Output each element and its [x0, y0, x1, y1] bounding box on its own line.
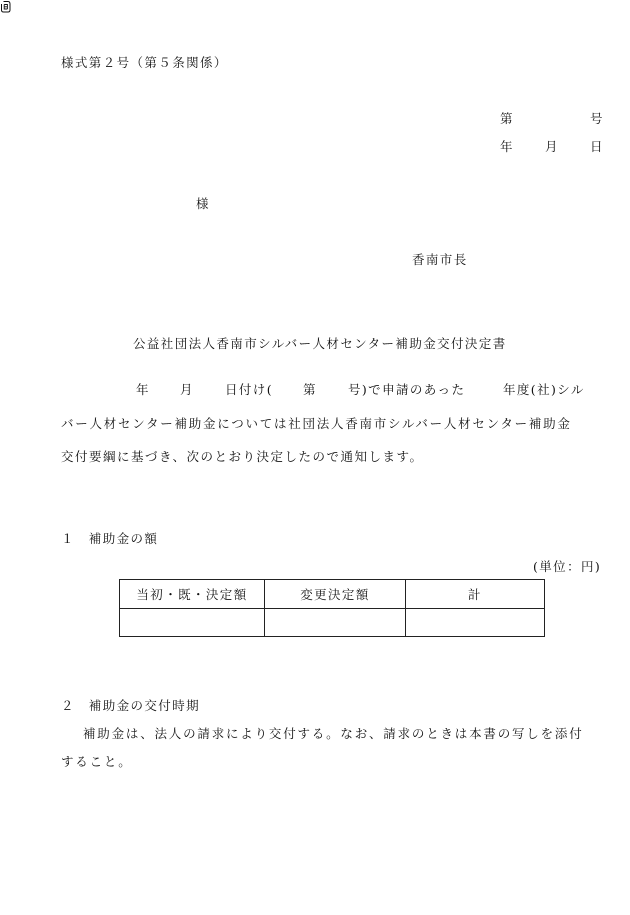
body-paragraph [61, 384, 601, 474]
body-date-label: 日付け( [225, 382, 273, 397]
table-header-row [120, 580, 545, 609]
document-title: 公益社団法人香南市シルバー人材センター補助金交付決定書 [133, 336, 507, 351]
amount-table [119, 579, 545, 637]
cell-total [406, 609, 545, 637]
body-number-suffix: 号)で申請のあった [348, 382, 466, 397]
document-number-suffix: 号 [590, 111, 604, 126]
table-row [120, 609, 545, 637]
section-2-paragraph-line-2: すること。 [61, 754, 133, 769]
body-month-label: 月 [180, 382, 194, 397]
body-fiscal-year: 年度(社)シル [503, 382, 585, 397]
form-label: 様式第２号（第５条関係） [61, 55, 228, 70]
body-line-3: 交付要綱に基づき、次のとおり決定したので通知します。 [61, 449, 424, 464]
section-2-heading: ２ 補助金の交付時期 [61, 698, 201, 713]
document-number-prefix: 第 [500, 111, 514, 126]
body-year-label: 年 [136, 382, 150, 397]
seal-icon [0, 0, 11, 13]
date-month-label: 月 [545, 139, 559, 154]
cell-initial-amount [120, 609, 265, 637]
header-revised-amount: 変更決定額 [265, 580, 406, 609]
addressee-honorific: 様 [196, 196, 210, 211]
issuer-name: 香南市長 [412, 252, 468, 267]
date-year-label: 年 [500, 139, 514, 154]
section-2-paragraph-line-1: 補助金は、法人の請求により交付する。なお、請求のときは本書の写しを添付 [83, 726, 584, 741]
header-initial-amount: 当初・既・決定額 [120, 580, 265, 609]
body-line-2: バー人材センター補助金については社団法人香南市シルバー人材センター補助金 [61, 416, 572, 431]
date-day-label: 日 [590, 139, 604, 154]
section-1-heading: １ 補助金の額 [61, 531, 159, 546]
cell-revised-amount [265, 609, 406, 637]
unit-label: (単位：円) [533, 559, 602, 574]
body-number-prefix: 第 [303, 382, 317, 397]
header-total: 計 [406, 580, 545, 609]
